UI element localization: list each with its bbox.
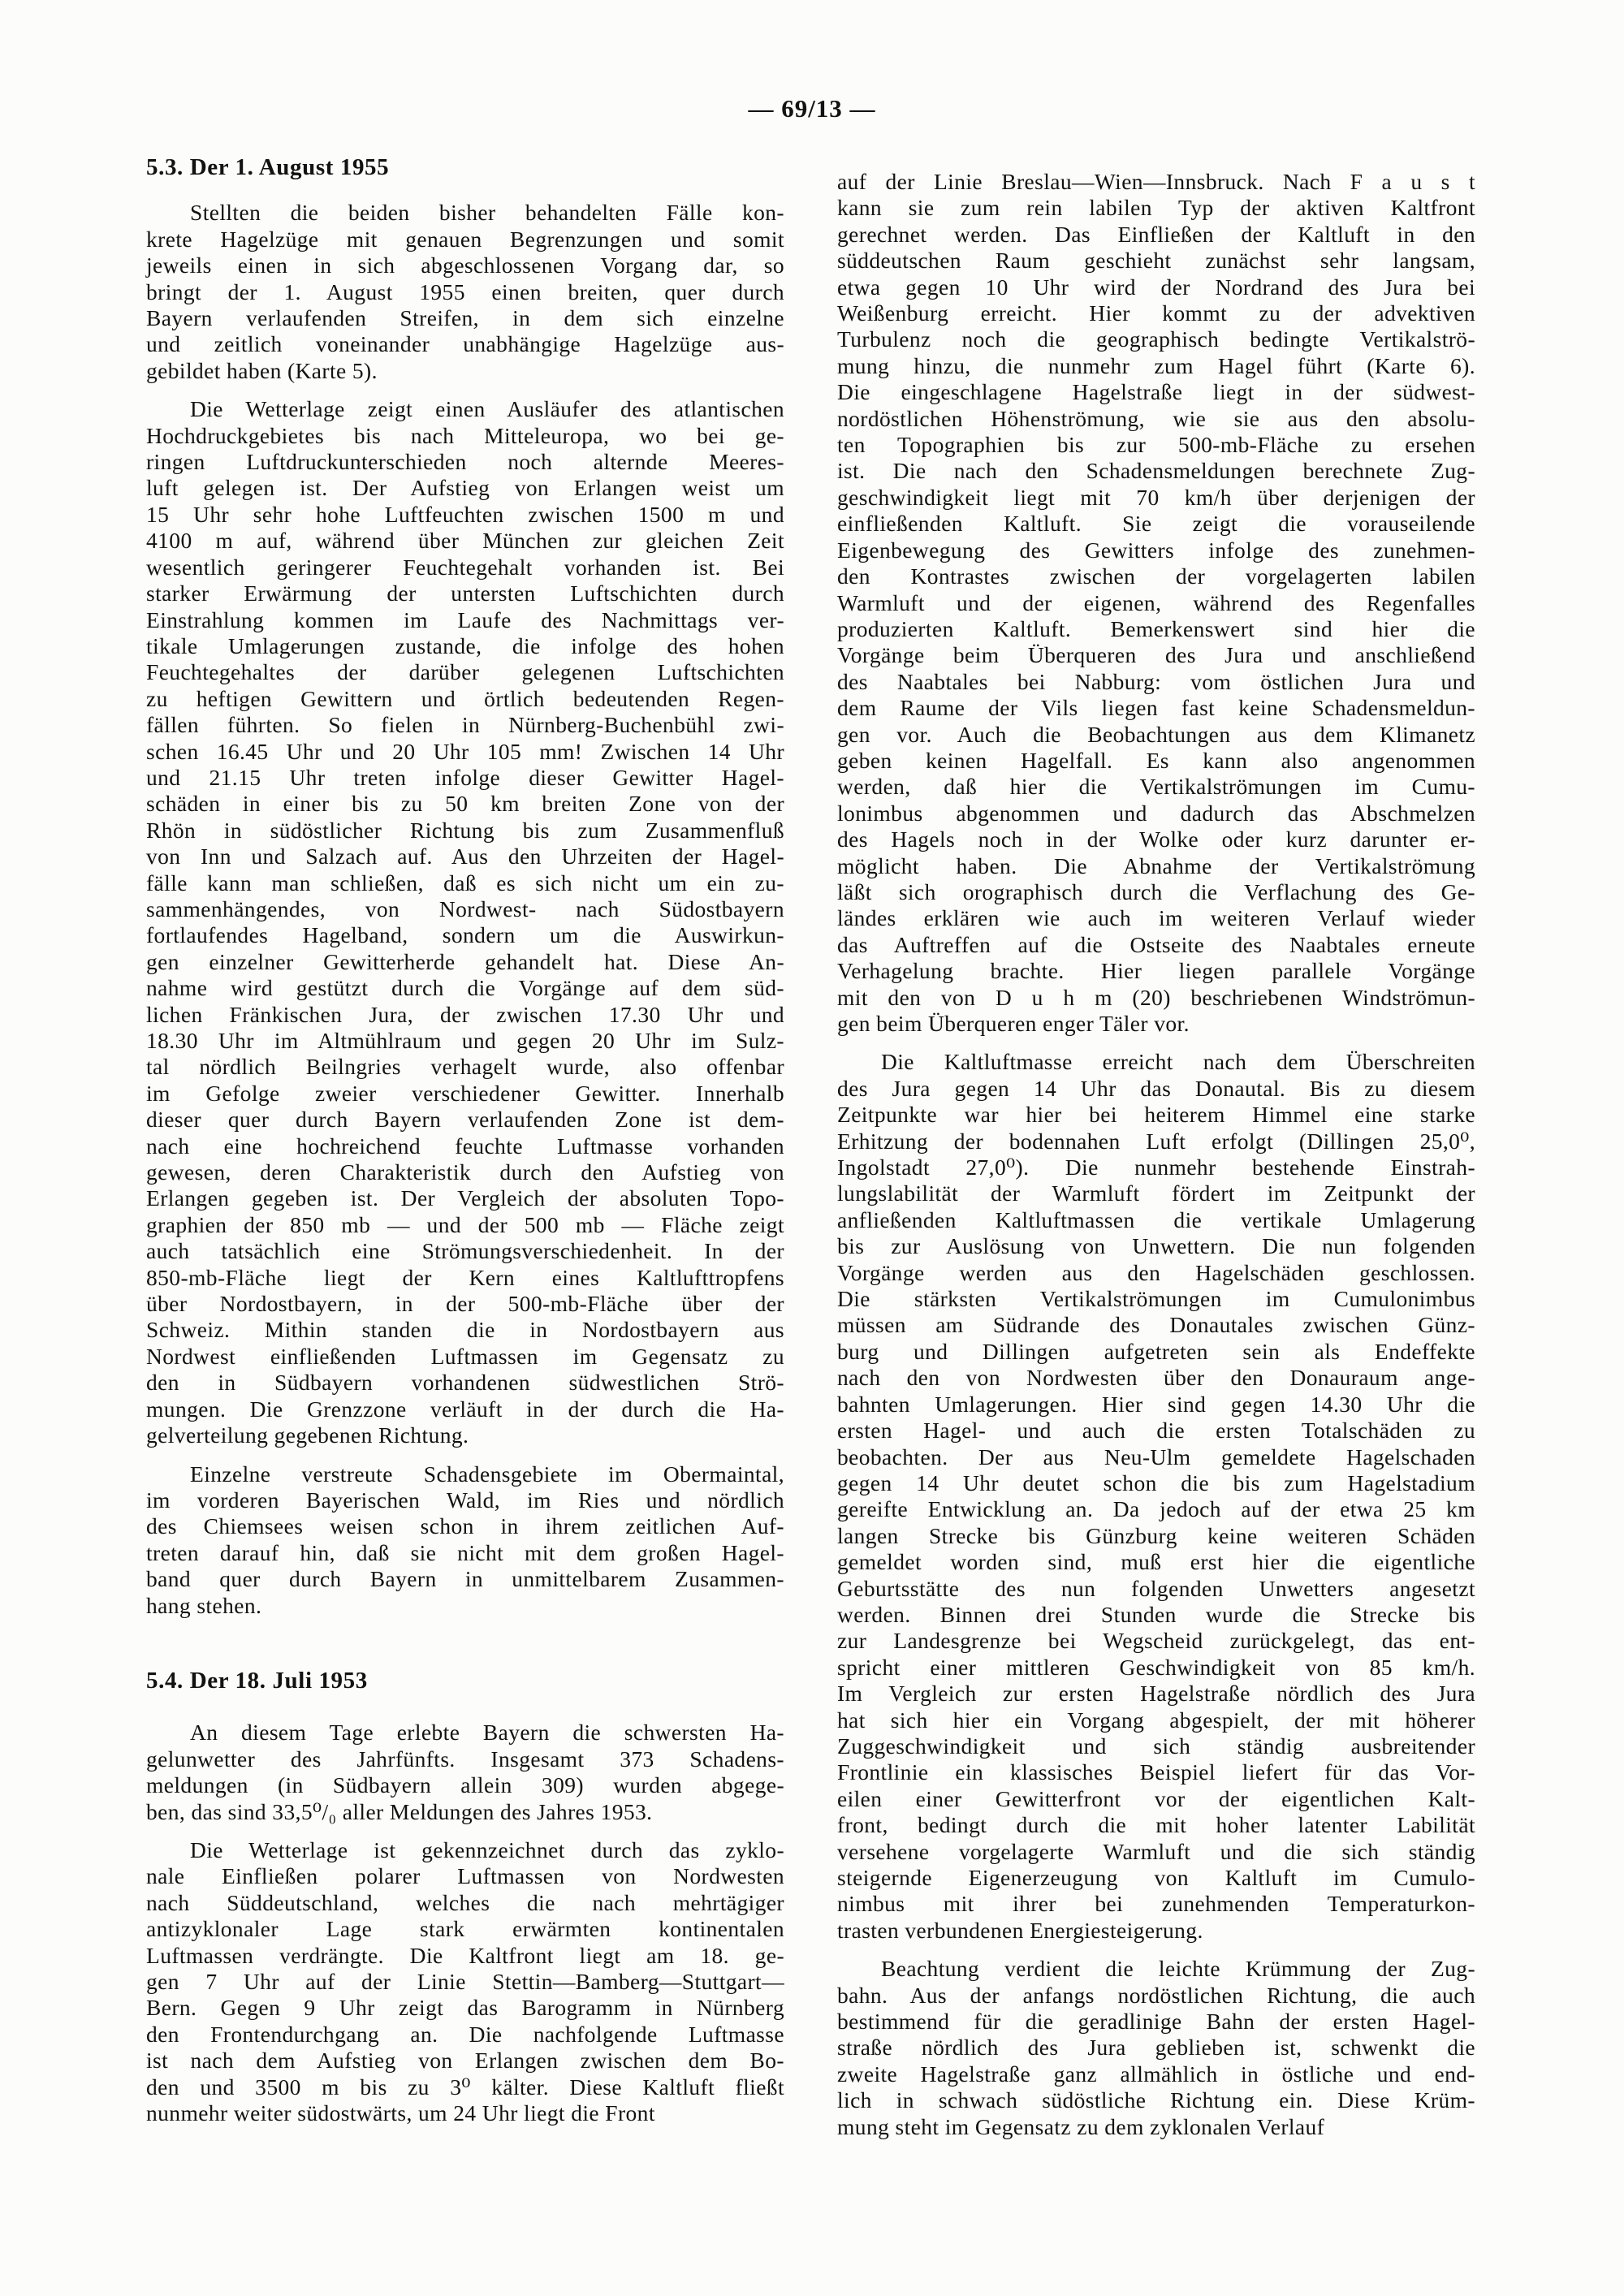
text-line: lich in schwach südöstliche Richtung ein. Diese Krüm- <box>837 2087 1475 2113</box>
text-line: ringen Luftdruckunterschieden noch alternde Meeres- <box>146 449 784 475</box>
paragraph <box>146 1720 784 1825</box>
text-line: ben, das sind 33,5⁰/₀ aller Meldungen des Jahres 1953. <box>146 1798 653 1824</box>
text-line: von Inn und Salzach auf. Aus den Uhrzeiten der Hagel- <box>146 844 784 870</box>
text-line: im Gefolge zweier verschiedener Gewitter. Innerhalb <box>146 1080 784 1106</box>
text-line: werden. Binnen drei Stunden wurde die Strecke bis <box>837 1601 1475 1627</box>
text-line: Rhön in südöstlicher Richtung bis zum Zusammenfluß <box>146 817 784 843</box>
text-line: ten Topographien bis zur 500-mb-Fläche zu ersehen <box>837 432 1475 458</box>
text-line: nunmehr weiter südostwärts, um 24 Uhr liegt die Front <box>146 2100 655 2126</box>
text-line: nordöstlichen Höhenströmung, wie sie aus den absolu- <box>837 405 1475 431</box>
text-line: das Auftreffen auf die Ostseite des Naabtales erneute <box>837 931 1475 957</box>
text-line: bahnten Umlagerungen. Hier sind gegen 14.30 Uhr die <box>837 1391 1475 1417</box>
text-line: schen 16.45 Uhr und 20 Uhr 105 mm! Zwischen 14 Uhr <box>146 738 784 764</box>
text-line: beobachten. Der aus Neu-Ulm gemeldete Hagelschaden <box>837 1444 1475 1470</box>
text-line: Turbulenz noch die geographisch bedingte Vertikalströ- <box>837 326 1475 352</box>
text-line: wesentlich geringerer Feuchtegehalt vorhanden ist. Bei <box>146 554 784 580</box>
text-line: Ingolstadt 27,0⁰). Die nunmehr bestehende Einstrah- <box>837 1154 1475 1180</box>
text-line: mit den von D u h m (20) beschriebenen Windströmun- <box>837 984 1475 1010</box>
text-line: Im Vergleich zur ersten Hagelstraße nördlich des Jura <box>837 1681 1475 1707</box>
text-line: nach eine hochreichend feuchte Luftmasse vorhanden <box>146 1133 784 1159</box>
text-line: möglicht haben. Die Abnahme der Vertikalströmung <box>837 852 1475 878</box>
text-line: ist. Die nach den Schadensmeldungen berechnete Zug- <box>837 458 1475 484</box>
text-line: zur Landesgrenze bei Wegscheid zurückgelegt, das ent- <box>837 1628 1475 1654</box>
text-line: anfließenden Kaltluftmassen die vertikale Umlagerung <box>837 1206 1475 1232</box>
text-line: bestimmend für die geradlinige Bahn der ersten Hagel- <box>837 2009 1475 2035</box>
text-line: Zeitpunkte war hier bei heiterem Himmel eine starke <box>837 1102 1475 1128</box>
text-line: starker Erwärmung der untersten Luftschichten durch <box>146 580 784 606</box>
text-line: werden, daß hier die Vertikalströmungen im Cumu- <box>837 774 1475 800</box>
text-line: Vorgänge werden aus den Hagelschäden geschlossen. <box>837 1259 1475 1285</box>
text-line: den Frontendurchgang an. Die nachfolgende Luftmasse <box>146 2021 784 2047</box>
text-line: und zeitlich voneinander unabhängige Hagelzüge aus- <box>146 331 784 357</box>
paragraph <box>837 1049 1475 1944</box>
text-line: gemeldet worden sind, muß erst hier die eigentliche <box>837 1549 1475 1575</box>
text-line: den und 3500 m bis zu 3⁰ kälter. Diese Kaltluft fließt <box>146 2074 784 2100</box>
text-line: Die stärksten Vertikalströmungen im Cumulonimbus <box>837 1286 1475 1312</box>
text-line: Erhitzung der bodennahen Luft erfolgt (Dillingen 25,0⁰, <box>837 1128 1475 1154</box>
text-line: lonimbus abgenommen und dadurch das Abschmelzen <box>837 800 1475 826</box>
text-line: des Naabtales bei Nabburg: vom östlichen Jura und <box>837 668 1475 694</box>
text-line: nimbus mit ihrer bei zunehmenden Temperaturkon- <box>837 1891 1475 1917</box>
text-line: gen vor. Auch die Beobachtungen aus dem Klimanetz <box>837 721 1475 747</box>
text-line: einfließenden Kaltluft. Sie zeigt die vorauseilende <box>837 511 1475 537</box>
text-line: gebildet haben (Karte 5). <box>146 357 378 383</box>
text-line: gegen 14 Uhr deutet schon die bis zum Hagelstadium <box>837 1470 1475 1495</box>
text-line: Die Wetterlage zeigt einen Ausläufer des atlantischen <box>190 396 784 422</box>
text-line: straße nördlich des Jura geblieben ist, schwenkt die <box>837 2035 1475 2061</box>
text-line: kann sie zum rein labilen Typ der aktiven Kaltfront <box>837 195 1475 221</box>
text-line: hang stehen. <box>146 1592 262 1618</box>
text-line: Die eingeschlagene Hagelstraße liegt in der südwest- <box>837 379 1475 405</box>
text-line: gen einzelner Gewitterherde gehandelt hat. Diese An- <box>146 948 784 974</box>
text-line: etwa gegen 10 Uhr wird der Nordrand des Jura bei <box>837 274 1475 300</box>
text-line: trasten verbundenen Energiesteigerung. <box>837 1917 1203 1943</box>
text-line: Feuchtegehaltes der darüber gelegenen Luftschichten <box>146 659 784 685</box>
text-line: den in Südbayern vorhandenen südwestlichen Strö- <box>146 1370 784 1396</box>
text-line: ist nach dem Aufstieg von Erlangen zwischen dem Bo- <box>146 2048 784 2074</box>
text-line: nach Süddeutschland, welches die nach mehrtägiger <box>146 1889 784 1915</box>
text-line: steigernde Eigenerzeugung von Kaltluft im Cumulo- <box>837 1865 1475 1890</box>
text-line: bis zur Auslösung von Unwettern. Die nun folgenden <box>837 1233 1475 1259</box>
text-line: spricht einer mittleren Geschwindigkeit von 85 km/h. <box>837 1654 1475 1680</box>
text-line: luft gelegen ist. Der Aufstieg von Erlangen weist um <box>146 475 784 501</box>
text-line: Weißenburg erreicht. Hier kommt zu der advektiven <box>837 300 1475 326</box>
text-line: gewesen, deren Charakteristik durch den Aufstieg von <box>146 1159 784 1185</box>
text-line: hat sich hier ein Vorgang abgespielt, der mit höherer <box>837 1707 1475 1733</box>
paragraph <box>146 1461 784 1619</box>
text-line: An diesem Tage erlebte Bayern die schwersten Ha- <box>190 1720 784 1746</box>
paragraph <box>837 1956 1475 2140</box>
page-number: — 69/13 — <box>748 94 876 123</box>
text-line: nale Einfließen polarer Luftmassen von Nordwesten <box>146 1863 784 1889</box>
text-line: versehene vorgelagerte Warmluft und die sich ständig <box>837 1838 1475 1864</box>
text-line: antizyklonaler Lage stark erwärmten kontinentalen <box>146 1916 784 1942</box>
text-line: gereifte Entwicklung an. Da jedoch auf der etwa 25 km <box>837 1496 1475 1522</box>
text-line: schäden in einer bis zu 50 km breiten Zone von der <box>146 791 784 817</box>
text-line: meldungen (in Südbayern allein 309) wurden abgege- <box>146 1772 784 1798</box>
text-line: ersten Hagel- und auch die ersten Totalschäden zu <box>837 1418 1475 1444</box>
text-line: 850-mb-Fläche liegt der Kern eines Kaltlufttropfens <box>146 1264 784 1290</box>
text-line: front, bedingt durch die mit hoher latenter Labilität <box>837 1812 1475 1838</box>
text-line: müssen am Südrande des Donautales zwischen Günz- <box>837 1312 1475 1338</box>
text-line: Bern. Gegen 9 Uhr zeigt das Barogramm in Nürnberg <box>146 1995 784 2021</box>
text-line: Frontlinie ein klassisches Beispiel liefert für das Vor- <box>837 1759 1475 1785</box>
text-line: zu heftigen Gewittern und örtlich bedeutenden Regen- <box>146 685 784 711</box>
text-line: und 21.15 Uhr treten infolge dieser Gewitter Hagel- <box>146 764 784 790</box>
text-line: langen Strecke bis Günzburg keine weiteren Schäden <box>837 1522 1475 1548</box>
text-line: nahme wird gestützt durch die Vorgänge auf dem süd- <box>146 975 784 1001</box>
section-heading: 5.3. Der 1. August 1955 <box>146 154 390 180</box>
text-line: Vorgänge beim Überqueren des Jura und anschließend <box>837 642 1475 668</box>
text-line: treten darauf hin, daß sie nicht mit dem großen Hagel- <box>146 1539 784 1565</box>
text-line: Eigenbewegung des Gewitters infolge des zunehmen- <box>837 537 1475 563</box>
text-line: fälle kann man schließen, daß es sich nicht um ein zu- <box>146 870 784 896</box>
text-line: lichen Fränkischen Jura, der zwischen 17.30 Uhr und <box>146 1001 784 1027</box>
text-line: läßt sich orographisch durch die Verflachung des Ge- <box>837 878 1475 904</box>
text-line: gen beim Überqueren enger Täler vor. <box>837 1011 1190 1036</box>
paragraph <box>146 1837 784 2126</box>
paragraph <box>146 396 784 1448</box>
text-line: des Jura gegen 14 Uhr das Donautal. Bis zu diesem <box>837 1075 1475 1101</box>
text-line: produzierten Kaltluft. Bemerkenswert sind hier die <box>837 615 1475 641</box>
text-line: im vorderen Bayerischen Wald, im Ries und nördlich <box>146 1487 784 1513</box>
text-line: band quer durch Bayern in unmittelbarem Zusammen- <box>146 1566 784 1592</box>
text-line: graphien der 850 mb — und der 500 mb — Fläche zeigt <box>146 1211 784 1237</box>
text-line: des Hagels noch in der Wolke oder kurz darunter er- <box>837 826 1475 852</box>
text-line: eilen einer Gewitterfront vor der eigentlichen Kalt- <box>837 1785 1475 1811</box>
text-line: 4100 m auf, während über München zur gleichen Zeit <box>146 528 784 554</box>
text-line: dieser quer durch Bayern verlaufenden Zone ist dem- <box>146 1107 784 1133</box>
text-line: über Nordostbayern, in der 500-mb-Fläche über der <box>146 1291 784 1317</box>
text-line: Warmluft und der eigenen, während des Regenfalles <box>837 589 1475 615</box>
text-line: Luftmassen verdrängte. Die Kaltfront liegt am 18. ge- <box>146 1942 784 1968</box>
text-line: 18.30 Uhr im Altmühlraum und gegen 20 Uhr im Sulz- <box>146 1028 784 1053</box>
text-line: Die Kaltluftmasse erreicht nach dem Überschreiten <box>881 1049 1475 1075</box>
text-line: mung steht im Gegensatz zu dem zyklonalen Verlauf <box>837 2113 1325 2139</box>
text-line: gerechnet werden. Das Einfließen der Kaltluft in den <box>837 221 1475 247</box>
text-line: gen 7 Uhr auf der Linie Stettin—Bamberg—Stuttgart— <box>146 1969 784 1994</box>
text-line: geschwindigkeit liegt mit 70 km/h über derjenigen der <box>837 484 1475 510</box>
text-line: auf der Linie Breslau—Wien—Innsbruck. Nach F a u s t <box>837 169 1475 194</box>
text-line: den Kontrastes zwischen der vorgelagerten labilen <box>837 563 1475 589</box>
text-line: zweite Hagelstraße ganz allmählich in östliche und end- <box>837 2061 1475 2087</box>
section-heading: 5.4. Der 18. Juli 1953 <box>146 1667 368 1694</box>
text-line: des Chiemsees weisen schon in ihrem zeitlichen Auf- <box>146 1513 784 1539</box>
text-line: Verhagelung brachte. Hier liegen parallele Vorgänge <box>837 958 1475 984</box>
left-column <box>146 154 784 2138</box>
text-line: bahn. Aus der anfangs nordöstlichen Richtung, die auch <box>837 1982 1475 2008</box>
text-line: mungen. Die Grenzzone verläuft in der durch die Ha- <box>146 1396 784 1422</box>
text-line: krete Hagelzüge mit genauen Begrenzungen und somit <box>146 226 784 252</box>
paragraph <box>146 200 784 384</box>
text-line: Stellten die beiden bisher behandelten Fälle kon- <box>190 200 784 226</box>
text-line: Hochdruckgebietes bis nach Mitteleuropa, wo bei ge- <box>146 422 784 448</box>
text-line: süddeutschen Raum geschieht zunächst sehr langsam, <box>837 248 1475 274</box>
text-line: burg und Dillingen aufgetreten sein als Endeffekte <box>837 1338 1475 1364</box>
text-line: geben keinen Hagelfall. Es kann also angenommen <box>837 747 1475 773</box>
text-line: lungslabilität der Warmluft fördert im Zeitpunkt der <box>837 1180 1475 1206</box>
text-line: dem Raume der Vils liegen fast keine Schadensmeldun- <box>837 695 1475 721</box>
text-line: tal nördlich Beilngries verhagelt wurde, also offenbar <box>146 1054 784 1080</box>
text-line: ländes erklären wie auch im weiteren Verlauf wieder <box>837 905 1475 931</box>
text-line: gelunwetter des Jahrfünfts. Insgesamt 373 Schadens- <box>146 1746 784 1772</box>
text-line: Die Wetterlage ist gekennzeichnet durch das zyklo- <box>190 1836 784 1862</box>
text-line: tikale Umlagerungen zustande, die infolge des hohen <box>146 632 784 658</box>
text-line: Erlangen gegeben ist. Der Vergleich der absoluten Topo- <box>146 1185 784 1211</box>
text-line: jeweils einen in sich abgeschlossenen Vorgang dar, so <box>146 252 784 278</box>
text-line: fortlaufendes Hagelband, sondern um die Auswirkun- <box>146 922 784 948</box>
text-line: Einstrahlung kommen im Laufe des Nachmittags ver- <box>146 606 784 632</box>
text-line: nach den von Nordwesten über den Donauraum ange- <box>837 1365 1475 1391</box>
text-line: gelverteilung gegebenen Richtung. <box>146 1422 469 1448</box>
text-line: Geburtsstätte des nun folgenden Unwetters angesetzt <box>837 1575 1475 1601</box>
text-line: mung hinzu, die nunmehr zum Hagel führt (Karte 6). <box>837 352 1475 378</box>
text-line: sammenhängendes, von Nordwest- nach Südostbayern <box>146 896 784 921</box>
text-line: auch tatsächlich eine Strömungsverschiedenheit. In der <box>146 1238 784 1264</box>
text-line: Beachtung verdient die leichte Krümmung der Zug- <box>881 1956 1475 1982</box>
right-column <box>837 169 1475 2152</box>
paragraph <box>837 169 1475 1037</box>
text-line: Einzelne verstreute Schadensgebiete im Obermaintal, <box>190 1461 784 1487</box>
text-line: Bayern verlaufenden Streifen, in dem sich einzelne <box>146 305 784 331</box>
text-line: bringt der 1. August 1955 einen breiten, quer durch <box>146 278 784 304</box>
text-line: fällen führten. So fielen in Nürnberg-Buchenbühl zwi- <box>146 712 784 738</box>
text-line: Schweiz. Mithin standen die in Nordostbayern aus <box>146 1317 784 1343</box>
text-line: Zuggeschwindigkeit und sich ständig ausbreitender <box>837 1733 1475 1759</box>
text-line: 15 Uhr sehr hohe Luftfeuchten zwischen 1500 m und <box>146 501 784 527</box>
text-line: Nordwest einfließenden Luftmassen im Gegensatz zu <box>146 1343 784 1369</box>
